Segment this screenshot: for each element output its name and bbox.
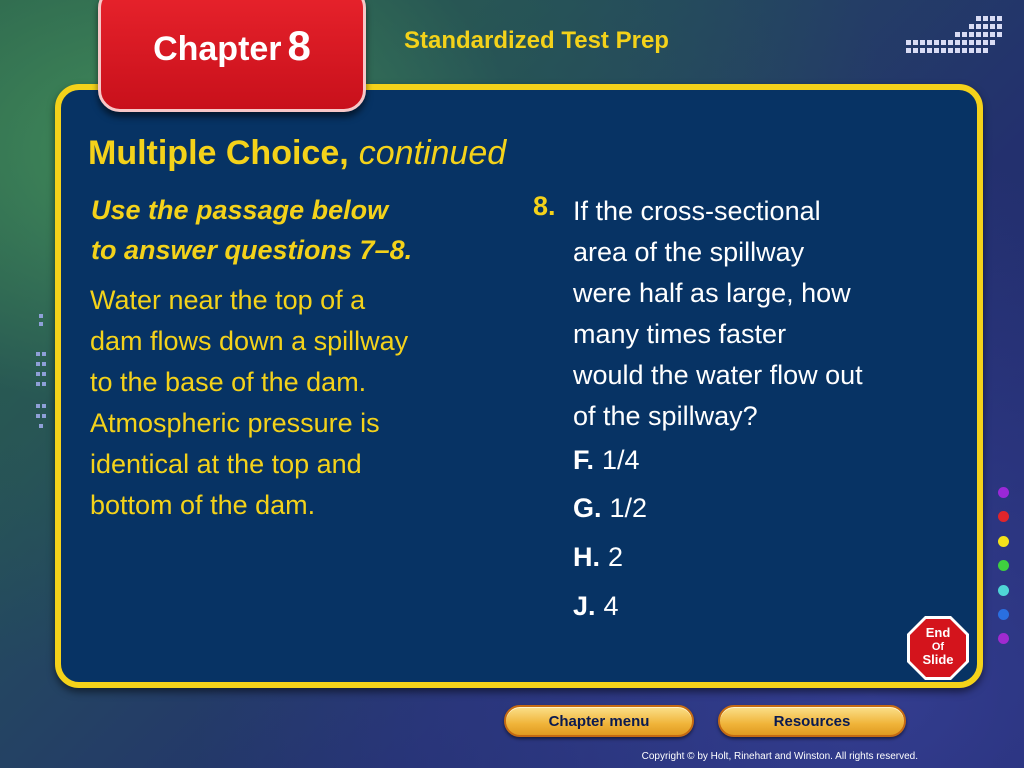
resources-button[interactable]: Resources	[718, 705, 906, 737]
chapter-word: Chapter	[153, 30, 282, 68]
section-title-suffix: continued	[358, 134, 507, 172]
section-title	[88, 134, 506, 173]
dot-icon	[998, 511, 1009, 522]
instructions-line: to answer questions 7–8.	[91, 235, 413, 265]
option-letter: H.	[573, 542, 600, 572]
dot-icon	[998, 560, 1009, 571]
page-title: Standardized Test Prep	[404, 27, 669, 54]
dot-grid-icon	[34, 312, 48, 432]
end-slide-line: Slide	[922, 652, 954, 667]
passage-line: dam flows down a spillway	[90, 326, 409, 356]
passage-line: Atmospheric pressure is	[90, 408, 380, 438]
question-line: If the cross-sectional	[573, 196, 821, 226]
option-text: 1/2	[609, 493, 648, 523]
answer-option-g	[573, 493, 647, 524]
dot-icon	[998, 536, 1009, 547]
chapter-tab	[98, 0, 366, 112]
instructions	[91, 190, 511, 270]
question-line: area of the spillway	[573, 237, 805, 267]
dot-grid-icon	[906, 14, 1006, 64]
option-text: 1/4	[602, 445, 640, 475]
answer-option-h	[573, 542, 623, 573]
question-line: many times faster	[573, 319, 787, 349]
passage-line: to the base of the dam.	[90, 367, 367, 397]
answer-option-f	[573, 445, 640, 476]
option-letter: G.	[573, 493, 602, 523]
end-slide-line: Of	[931, 641, 945, 653]
question-line: would the water flow out	[573, 360, 863, 390]
option-letter: J.	[573, 591, 596, 621]
option-text: 4	[603, 591, 619, 621]
end-slide-line: End	[925, 625, 951, 640]
chapter-menu-button[interactable]: Chapter menu	[504, 705, 694, 737]
dot-icon	[998, 633, 1009, 644]
dot-icon	[998, 585, 1009, 596]
option-letter: F.	[573, 445, 595, 475]
option-text: 2	[608, 542, 624, 572]
end-slide-button[interactable]	[905, 614, 971, 682]
passage	[90, 280, 510, 526]
question-text	[573, 191, 953, 437]
chapter-number: 8	[287, 22, 311, 69]
section-title-main: Multiple Choice,	[88, 134, 349, 172]
passage-line: Water near the top of a	[90, 285, 366, 315]
color-dots	[998, 487, 1009, 658]
question-line: of the spillway?	[573, 401, 758, 431]
passage-line: bottom of the dam.	[90, 490, 316, 520]
copyright: Copyright © by Holt, Rinehart and Winston. All rights reserved.	[641, 751, 918, 762]
chapter-label	[101, 22, 363, 70]
passage-line: identical at the top and	[90, 449, 362, 479]
dot-icon	[998, 609, 1009, 620]
question-line: were half as large, how	[573, 278, 851, 308]
dot-icon	[998, 487, 1009, 498]
question-number: 8.	[533, 191, 556, 221]
instructions-line: Use the passage below	[91, 195, 389, 225]
answer-option-j	[573, 591, 619, 622]
